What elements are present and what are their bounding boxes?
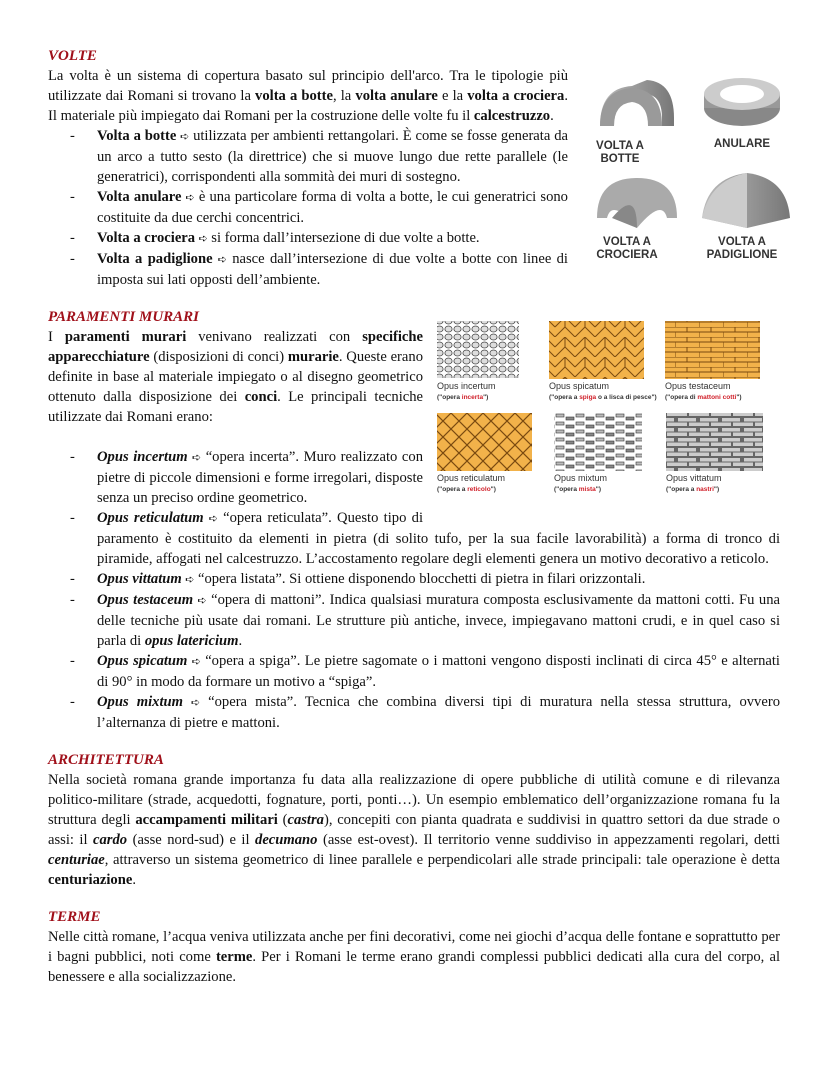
emphasis-text: volta a botte xyxy=(255,88,333,104)
emphasis-text: centuriazione xyxy=(48,872,133,888)
bullet-list xyxy=(48,126,568,290)
text-run: (disposizioni di conci) xyxy=(149,349,288,365)
text-run: . Le principali tecniche utilizzate dai Romani erano: xyxy=(48,389,423,425)
body-paragraph xyxy=(48,927,780,987)
text-run: . xyxy=(132,872,136,888)
arrow-icon: ➪ xyxy=(193,594,212,607)
section-paramenti-murari xyxy=(48,307,780,733)
emphasis-text: Opus reticulatum xyxy=(97,510,204,526)
text-run: utilizzata per ambienti rettangolari. È come se fosse generata da un arco a tutto sesto (la direttrice) che si muove lungo due rette parallele (le generatrici), corrispondenti alla sommità dei muri di sostegno. xyxy=(97,128,568,185)
emphasis-text: Opus testaceum xyxy=(97,592,194,608)
text-run: ( xyxy=(277,812,288,828)
barrel-vault-icon xyxy=(600,80,674,126)
emphasis-text: Opus vittatum xyxy=(97,571,182,587)
vault-types-figure xyxy=(592,78,792,268)
arrow-icon: ➪ xyxy=(187,655,206,668)
text-run: . xyxy=(238,633,243,649)
list-item xyxy=(97,447,780,508)
emphasis-text: terme xyxy=(215,949,253,965)
text-run: . xyxy=(550,108,554,124)
caption-text: ("opera a xyxy=(437,486,468,493)
caption-highlight: nastri xyxy=(696,486,714,493)
intro-paragraph xyxy=(48,66,568,126)
caption-title: Opus incertum xyxy=(437,381,496,391)
emphasis-text: volta a crociera xyxy=(467,88,565,104)
emphasis-text: decumano xyxy=(255,832,318,848)
section-volte xyxy=(48,46,780,290)
caption-text: ("opera xyxy=(554,486,579,493)
section-heading: VOLTE xyxy=(48,48,97,64)
emphasis-text: Volta anulare xyxy=(97,189,182,205)
text-run: e la xyxy=(437,88,468,104)
annular-vault-icon xyxy=(704,78,780,126)
body-paragraph xyxy=(48,770,780,890)
emphasis-text: centuriae xyxy=(48,852,105,868)
section-architettura xyxy=(48,750,780,890)
text-run: (asse nord-sud) e il xyxy=(127,832,256,848)
masonry-caption xyxy=(437,381,496,403)
arrow-icon: ➪ xyxy=(182,696,209,709)
text-run: Nelle città romane, l’acqua veniva utilizzata anche per fini decorativi, come nei giochi d’acqua delle fontane e soprattutto per i bagni pubblici, noti come xyxy=(48,929,780,965)
caption-text: ") xyxy=(595,486,601,493)
text-run: , attraverso un sistema geometrico di linee parallele e perpendicolari alle strade principali: tale operazione è detta xyxy=(104,852,780,868)
caption-highlight: mattoni cotti xyxy=(697,394,737,401)
emphasis-text: Volta a padiglione xyxy=(97,251,213,267)
section-terme xyxy=(48,907,780,987)
vault-label-botte: VOLTA A BOTTE xyxy=(596,140,644,165)
caption-subtitle xyxy=(665,392,742,403)
emphasis-text: castra xyxy=(287,812,324,828)
caption-text: ") xyxy=(713,486,720,493)
emphasis-text: opus latericium xyxy=(144,633,239,649)
list-item xyxy=(97,569,780,590)
caption-title: Opus reticulatum xyxy=(437,473,506,483)
caption-title: Opus testaceum xyxy=(665,381,731,391)
emphasis-text: calcestruzzo xyxy=(473,108,551,124)
vault-label-anulare: ANULARE xyxy=(713,138,771,150)
text-run: La volta è un sistema di copertura basato sul principio dell'arco. Tra le tipologie più utilizzate dai Romani si trovano la xyxy=(48,68,568,104)
emphasis-text: specifiche apparecchiature xyxy=(48,329,423,365)
emphasis-text: Opus mixtum xyxy=(97,694,183,710)
emphasis-text: paramenti murari xyxy=(64,329,187,345)
arrow-icon: ➪ xyxy=(187,451,206,464)
masonry-caption xyxy=(665,381,742,403)
caption-highlight: incerta xyxy=(461,394,484,401)
list-item xyxy=(97,126,568,187)
list-item xyxy=(97,590,780,651)
caption-title: Opus mixtum xyxy=(554,473,608,483)
emphasis-text: cardo xyxy=(93,832,128,848)
emphasis-text: Volta a crociera xyxy=(97,230,196,246)
text-run: , la xyxy=(332,88,356,104)
text-run: venivano realizzati con xyxy=(186,329,363,345)
text-run: ), concepiti con pianta quadrata e suddivisi in quattro settori da due strade o assi: il xyxy=(48,812,780,848)
text-run: “opera di mattoni”. Indica qualsiasi muratura composta esclusivamente da mattoni cotti. Fu una delle tecniche più usate dai romani. Le strutture più antiche, invece, impiegavano mattoni crudi, e in quel caso si parla di xyxy=(97,592,780,649)
arrow-icon: ➪ xyxy=(195,232,212,245)
arrow-icon: ➪ xyxy=(181,573,198,586)
text-run: nasce dall’intersezione di due volte a botte con linee di imposta sui lati opposti dell’ambiente. xyxy=(97,251,568,288)
list-item xyxy=(97,508,780,569)
arrow-icon: ➪ xyxy=(181,191,199,204)
text-run: (asse est-ovest). Il territorio venne suddiviso in appezzamenti regolari, detti xyxy=(317,832,780,848)
text-run: “opera listata”. Si ottiene disponendo blocchetti di pietra in filari orizzontali. xyxy=(197,571,646,587)
list-item xyxy=(97,187,568,228)
emphasis-text: Opus incertum xyxy=(97,449,188,465)
cloister-vault-icon xyxy=(702,173,790,228)
caption-title: Opus vittatum xyxy=(666,473,722,483)
opus-spicatum-tile xyxy=(549,321,644,379)
caption-text: ("opera di xyxy=(665,394,698,401)
text-run: “opera reticulata”. Questo tipo di paramento è costituito da elementi in pietra (di solito tufo, per la sua facile lavorabilità) a forma di tronco di piramide, affogati nel calcestruzzo. L’accostamento regolare degli elementi genera un motivo decorativo a reticolo. xyxy=(97,510,780,567)
text-run: . Queste erano definite in base al materiale impiegato o al disegno geometrico ottenuto dalla disposizione dei xyxy=(48,349,423,405)
caption-text: ("opera a xyxy=(549,394,580,401)
caption-text: ") xyxy=(483,394,489,401)
caption-text: o a lisca di pesce") xyxy=(596,394,657,401)
emphasis-text: murarie xyxy=(287,349,339,365)
caption-subtitle xyxy=(437,392,496,403)
text-run: I xyxy=(48,329,65,345)
opus-testaceum-tile xyxy=(665,321,760,379)
text-run: “opera a spiga”. Le pietre sagomate o i mattoni vengono disposti inclinati di circa 45° e alternati di 90° in modo da formare un motivo a “spiga”. xyxy=(97,653,780,690)
arrow-icon: ➪ xyxy=(203,512,224,525)
text-run: . Per i Romani le terme erano grandi complessi pubblici dedicati alla cura del corpo, al benessere e alla socializzazione. xyxy=(48,949,780,985)
text-run: . Il materiale più impiegato dai Romani per la costruzione delle volte fu il xyxy=(48,88,568,124)
cross-vault-icon xyxy=(597,178,677,228)
caption-text: ") xyxy=(736,394,742,401)
arrow-icon: ➪ xyxy=(212,253,233,266)
text-run: “opera incerta”. Muro realizzato con pietre di piccole dimensioni e forme irregolari, disposte senza un preciso ordine geometrico. xyxy=(97,449,424,506)
text-run: Nella società romana grande importanza fu data alla realizzazione di opere pubbliche di utilità comune e di rilevanza politico-militare (strade, acquedotti, fognature, porti, ponti…). Un esempio emblematico dell’organizzazione romana fu la struttura degli xyxy=(48,772,780,828)
caption-text: ("opera a xyxy=(666,486,697,493)
list-item xyxy=(97,249,568,290)
list-item xyxy=(97,692,780,733)
list-item xyxy=(97,228,568,249)
emphasis-text: Volta a botte xyxy=(97,128,177,144)
section-heading: ARCHITETTURA xyxy=(48,752,164,768)
text-run: è una particolare forma di volta a botte, le cui generatrici sono costituite da due cerchi concentrici. xyxy=(97,189,568,226)
text-run: “opera mista”. Tecnica che combina diversi tipi di muratura nella stessa struttura, ovvero l’alternanza di pietre e mattoni. xyxy=(97,694,780,731)
emphasis-text: Opus spicatum xyxy=(97,653,188,669)
bullet-list xyxy=(48,447,780,733)
caption-text: ") xyxy=(490,486,496,493)
emphasis-text: accampamenti militari xyxy=(135,812,278,828)
caption-highlight: spiga xyxy=(579,394,597,401)
text-run: si forma dall’intersezione di due volte a botte. xyxy=(211,230,480,246)
vault-label-padiglione: VOLTA A PADIGLIONE xyxy=(706,236,778,261)
caption-highlight: mista xyxy=(578,486,596,493)
vault-label-crociera: VOLTA A CROCIERA xyxy=(596,236,658,261)
arrow-icon: ➪ xyxy=(176,130,194,143)
emphasis-text: volta anulare xyxy=(355,88,438,104)
opus-incertum-tile xyxy=(437,321,519,378)
caption-subtitle xyxy=(549,392,657,403)
section-heading: TERME xyxy=(48,909,101,925)
list-item xyxy=(97,651,780,692)
section-heading: PARAMENTI MURARI xyxy=(48,309,200,325)
masonry-caption xyxy=(549,381,657,403)
emphasis-text: conci xyxy=(244,389,278,405)
caption-text: ("opera xyxy=(437,394,462,401)
caption-highlight: reticolo xyxy=(467,486,491,493)
caption-title: Opus spicatum xyxy=(549,381,610,391)
